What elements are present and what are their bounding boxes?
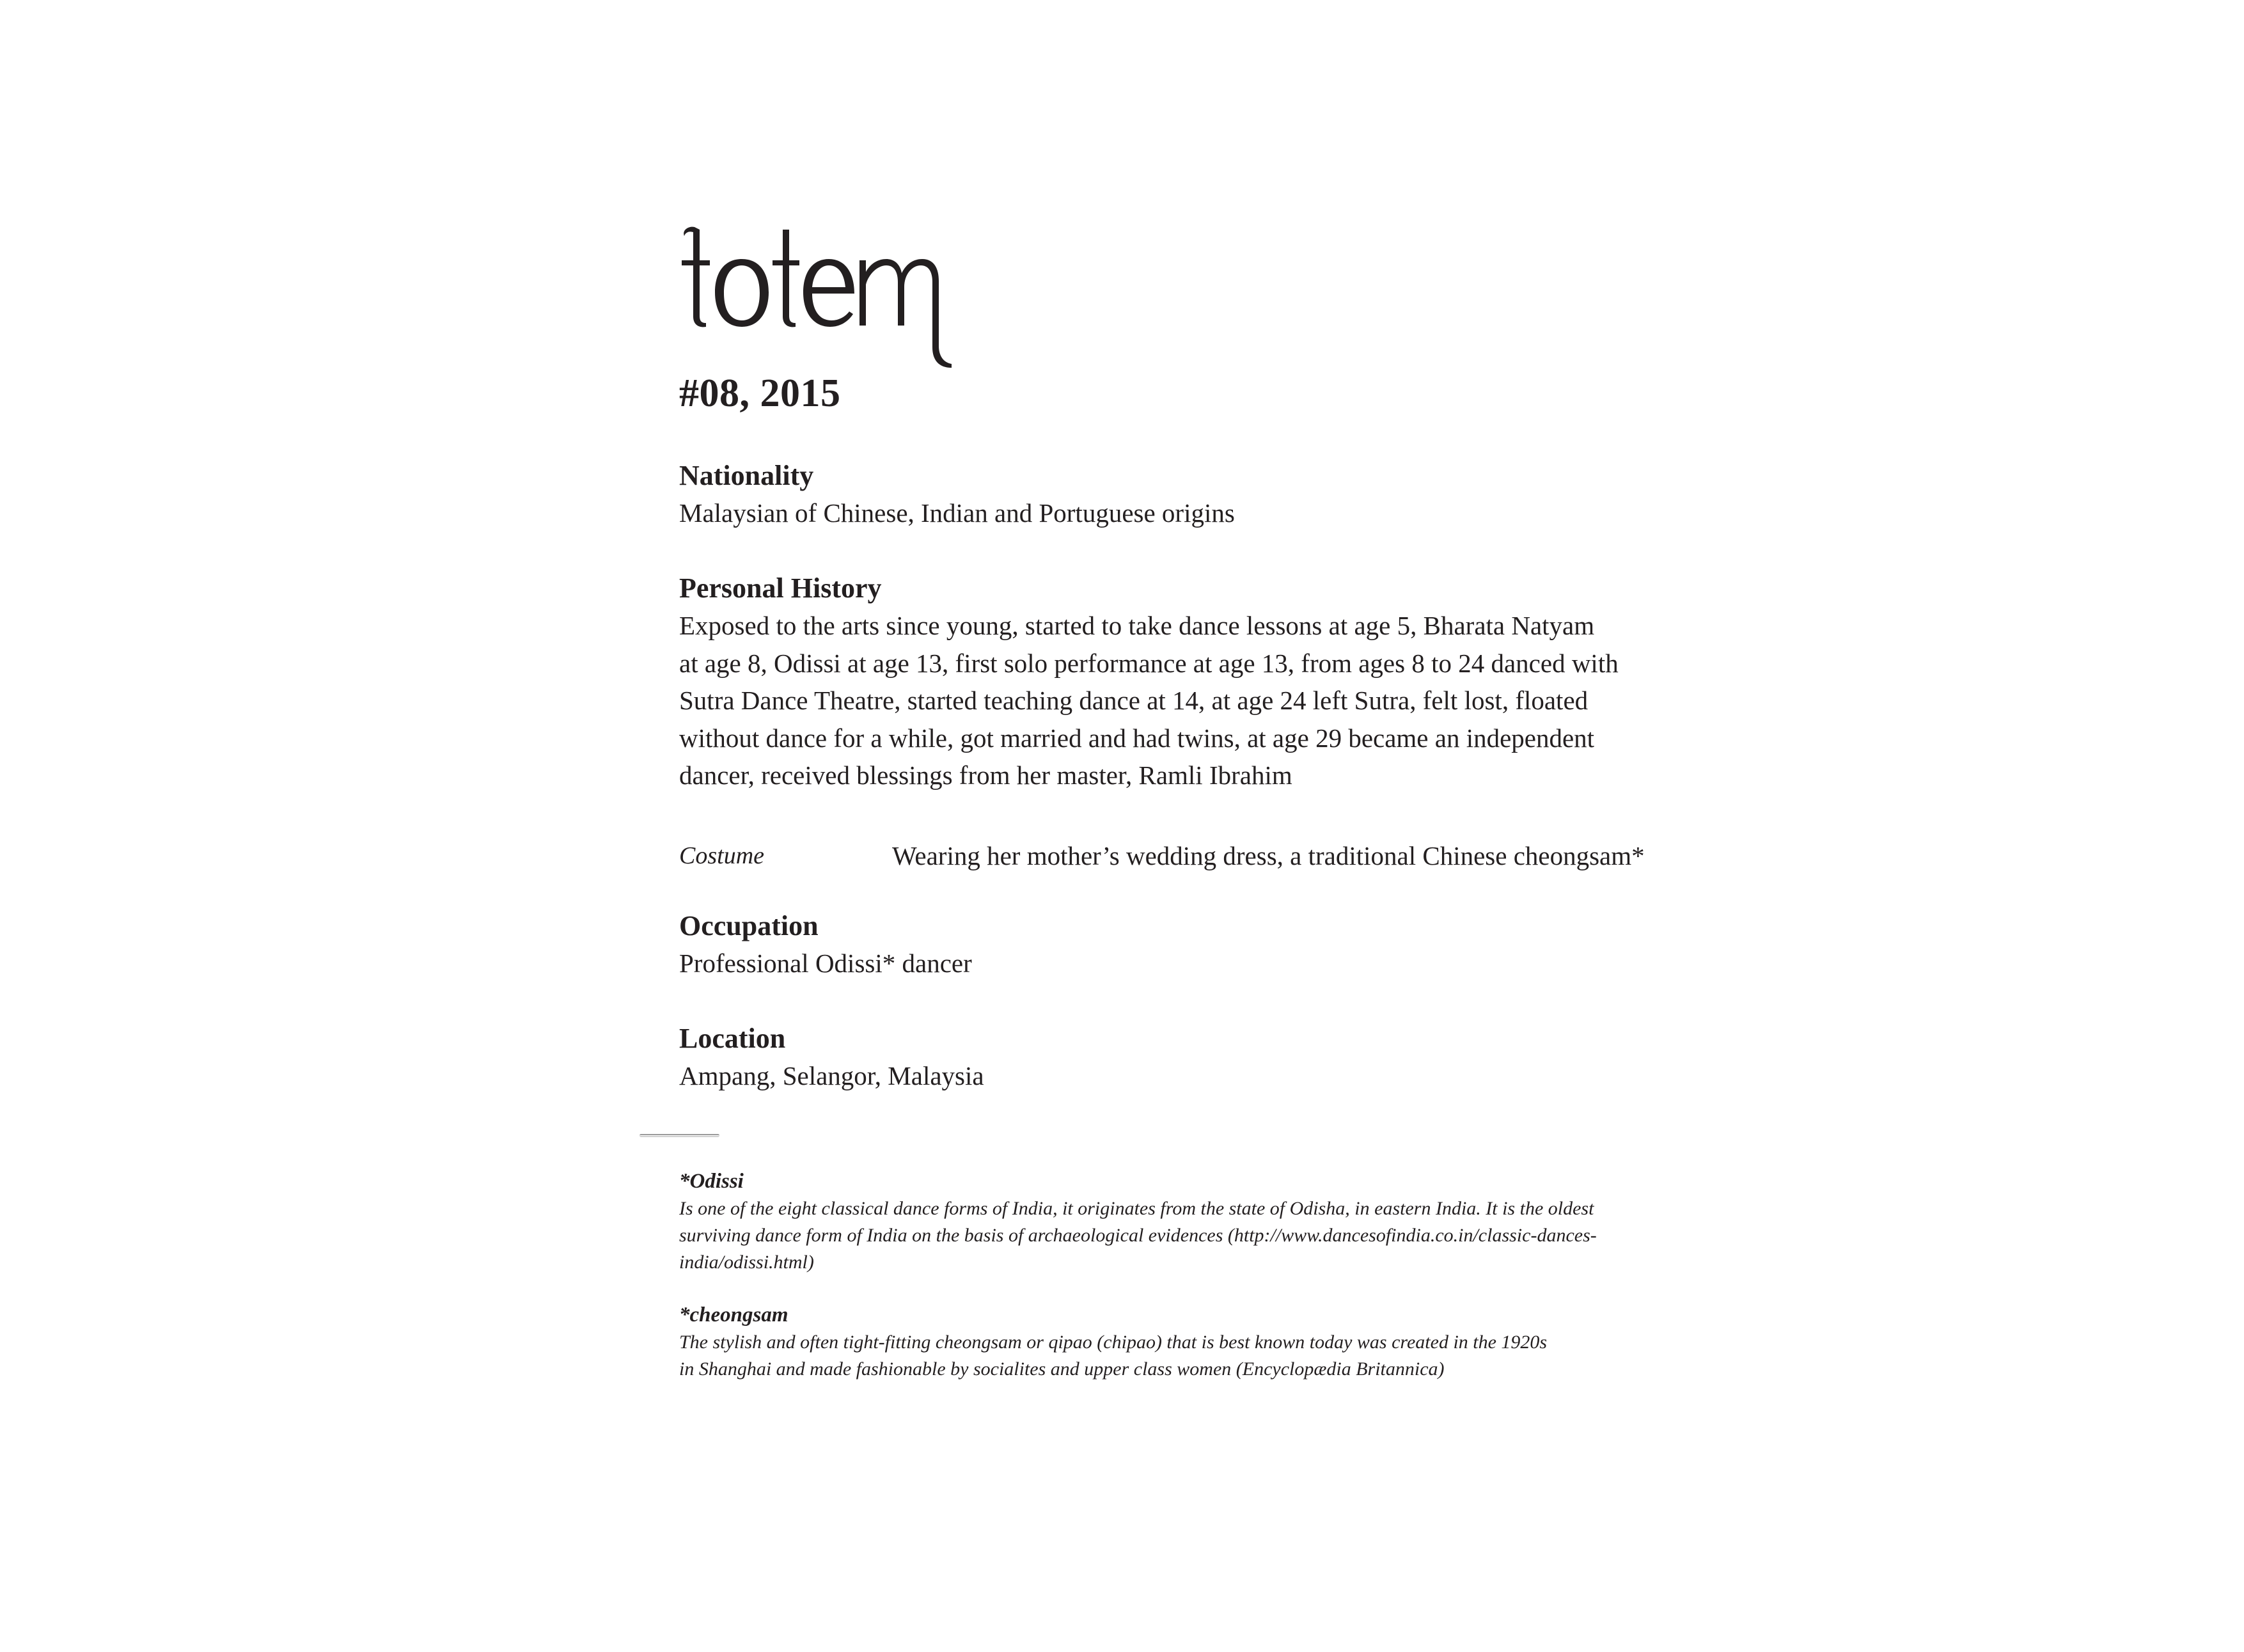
issue-number: #08, 2015 xyxy=(679,372,841,415)
personal-history-line: dancer, received blessings from her master, Ramli Ibrahim xyxy=(679,760,1292,791)
footnote-line: The stylish and often tight-fitting cheongsam or qipao (chipao) that is best known today was created in the 1920s xyxy=(679,1332,1548,1353)
nationality-label: Nationality xyxy=(679,460,814,491)
costume-value: Wearing her mother’s wedding dress, a traditional Chinese cheongsam* xyxy=(892,841,1645,870)
nationality-value: Malaysian of Chinese, Indian and Portuguese origins xyxy=(679,498,1235,528)
totem-logo xyxy=(670,221,952,368)
costume-label: Costume xyxy=(679,842,764,869)
footnote-line: surviving dance form of India on the basis of archaeological evidences (http://www.dancesofindia.co.in/classic-dances- xyxy=(679,1225,1597,1246)
footnote-line: india/odissi.html) xyxy=(679,1252,814,1273)
personal-history-section xyxy=(679,570,1715,794)
nationality-section xyxy=(679,457,1715,532)
occupation-label: Occupation xyxy=(679,910,819,941)
footnote-label: *Odissi xyxy=(679,1170,744,1193)
location-section xyxy=(679,1020,1715,1095)
occupation-section xyxy=(679,908,1715,982)
personal-history-line: Sutra Dance Theatre, started teaching dance at 14, at age 24 left Sutra, felt lost, floated xyxy=(679,686,1589,716)
footnote-odissi xyxy=(679,1167,1728,1276)
location-label: Location xyxy=(679,1023,786,1054)
footnote-line: Is one of the eight classical dance forms of India, it originates from the state of Odisha, in eastern India. It is the oldest xyxy=(679,1198,1594,1219)
personal-history-label: Personal History xyxy=(679,572,882,604)
footnote-line: in Shanghai and made fashionable by socialites and upper class women (Encyclopædia Britannica) xyxy=(679,1358,1445,1380)
personal-history-line: at age 8, Odissi at age 13, first solo performance at age 13, from ages 8 to 24 danced with xyxy=(679,648,1619,678)
occupation-value: Professional Odissi* dancer xyxy=(679,948,972,978)
personal-history-line: Exposed to the arts since young, started to take dance lessons at age 5, Bharata Natyam xyxy=(679,611,1595,640)
personal-history-line: without dance for a while, got married and had twins, at age 29 became an independent xyxy=(679,723,1595,753)
footnote-divider xyxy=(639,1134,719,1137)
location-value: Ampang, Selangor, Malaysia xyxy=(679,1061,984,1090)
footnote-label: *cheongsam xyxy=(679,1303,789,1326)
footnote-cheongsam xyxy=(679,1301,1728,1383)
